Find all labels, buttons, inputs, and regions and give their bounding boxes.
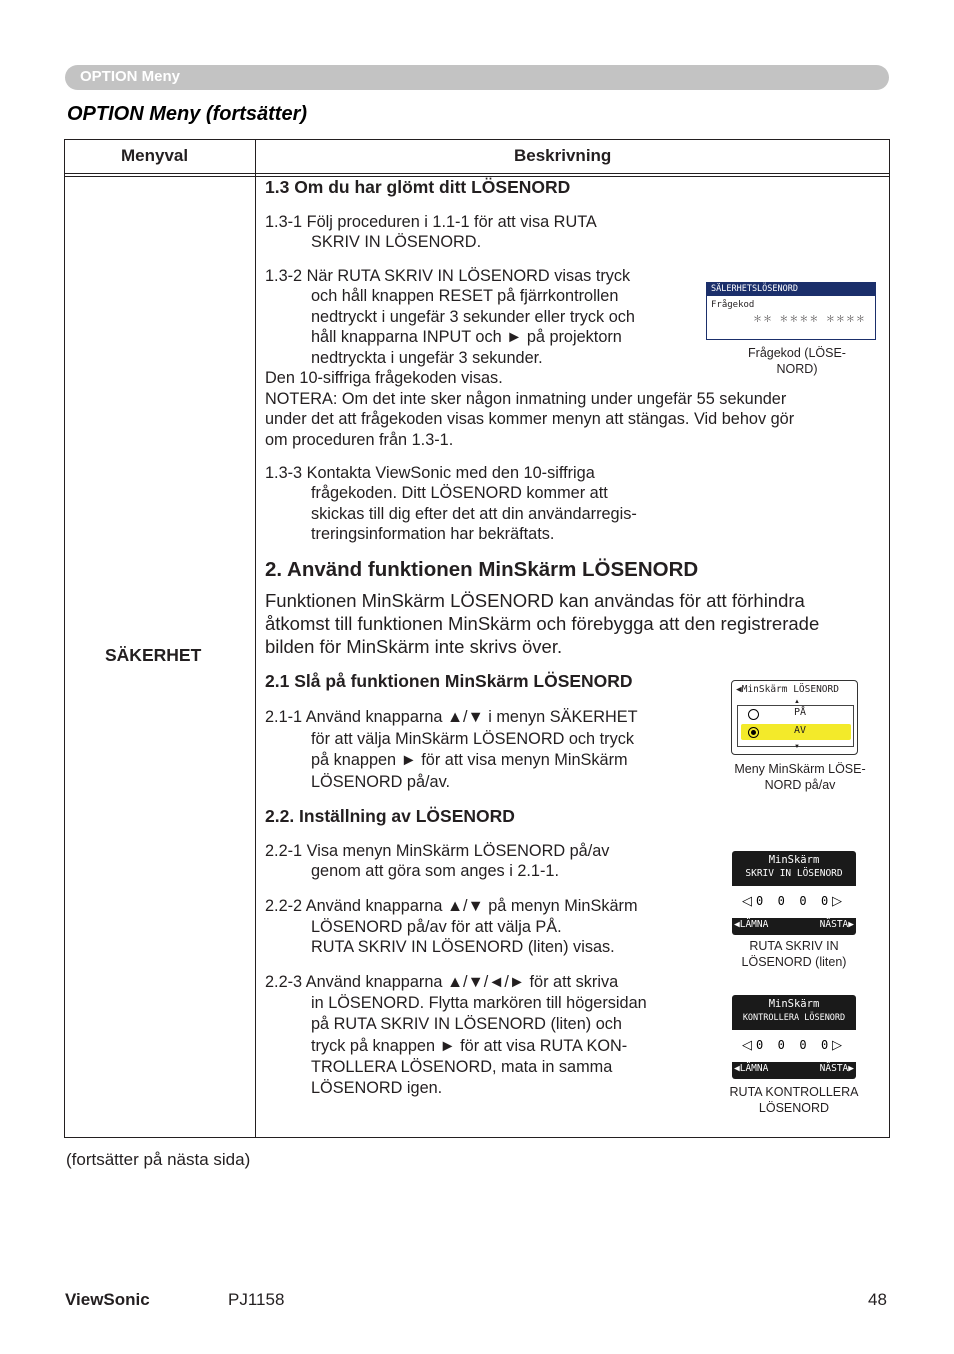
- footer-model: PJ1158: [228, 1290, 285, 1309]
- arrow-left-icon: ◀: [736, 684, 742, 695]
- s13-step2-line4: håll knapparna INPUT och ► på projektorn: [311, 328, 622, 346]
- menu-item-sakerhet: SÄKERHET: [105, 645, 202, 665]
- enter-password-screen: [732, 851, 856, 935]
- confirm-password-caption: [718, 1084, 870, 1116]
- enter-password-back: ◀LÄMNA: [734, 919, 769, 930]
- enter-password-digits: 0 0 0 0: [756, 894, 829, 908]
- arrow-up-icon: ▲: [794, 699, 800, 705]
- query-code-caption-line1: Frågekod (LÖSE-: [748, 346, 846, 360]
- radio-off-icon: [748, 727, 759, 738]
- password-onoff-options: [737, 705, 854, 747]
- s13-step2-line5: nedtryckta i ungefär 3 sekunder.: [311, 349, 543, 367]
- confirm-password-next-label: NÄSTA: [819, 1063, 849, 1074]
- s22-step2-line1: 2.2-2 Använd knapparna ▲/▼ på menyn MinSkärm: [265, 897, 638, 915]
- radio-on-icon: [748, 709, 759, 720]
- s22-step2-line3: RUTA SKRIV IN LÖSENORD (liten) visas.: [311, 938, 615, 956]
- arrow-down-icon: ▼: [794, 744, 800, 750]
- digit-left-arrow-icon: ◁: [742, 1037, 752, 1052]
- option-off: AV: [794, 725, 807, 736]
- s21-step1-line1: 2.1-1 Använd knapparna ▲/▼ i menyn SÄKERHET: [265, 708, 638, 726]
- confirm-password-screen: [732, 995, 856, 1079]
- confirm-password-caption-line1: RUTA KONTROLLERA: [729, 1085, 859, 1099]
- confirm-password-digits-box: [732, 1030, 856, 1062]
- s2-intro-line2: åtkomst till funktionen MinSkärm och förebygga att den registrerade: [265, 613, 820, 634]
- password-onoff-title: [732, 681, 857, 695]
- confirm-password-back: ◀LÄMNA: [734, 1063, 769, 1074]
- s13-step2-line2: och håll knappen RESET på fjärrkontrollen: [311, 287, 619, 305]
- password-onoff-caption-line1: Meny MinSkärm LÖSE-: [734, 762, 866, 776]
- s13-step3-line4: treringsinformation har bekräftats.: [311, 525, 555, 543]
- enter-password-next: NÄSTA▶: [819, 919, 854, 930]
- s22-step3-line1: 2.2-3 Använd knapparna ▲/▼/◄/► för att skriva: [265, 973, 619, 991]
- enter-password-caption-line1: RUTA SKRIV IN: [749, 939, 839, 953]
- header-bar: [65, 65, 889, 90]
- s13-step1-line1: 1.3-1 Följ proceduren i 1.1-1 för att visa RUTA: [265, 213, 597, 231]
- continue-note: (fortsätter på nästa sida): [66, 1150, 251, 1169]
- s22-step3-line3: på RUTA SKRIV IN LÖSENORD (liten) och: [311, 1015, 622, 1033]
- s21-step1-line4: LÖSENORD på/av.: [311, 773, 451, 791]
- query-code-caption-line2: NORD): [776, 362, 818, 376]
- password-onoff-caption-line2: NORD på/av: [764, 778, 836, 792]
- s13-note-line3: om proceduren från 1.3-1.: [265, 431, 454, 449]
- s2-title: 2. Använd funktionen MinSkärm LÖSENORD: [265, 558, 699, 581]
- s22-step3-line2: in LÖSENORD. Flytta markören till högersidan: [311, 994, 647, 1012]
- password-onoff-caption: [724, 761, 876, 793]
- enter-password-title: MinSkärm: [768, 854, 820, 866]
- query-code-screen-title: SÄLERHETSLÖSENORD: [707, 283, 875, 296]
- digit-right-arrow-icon: ▷: [832, 1037, 842, 1052]
- enter-password-caption: [724, 938, 864, 970]
- query-code-screen: [706, 282, 876, 340]
- header-divider-1: [65, 173, 889, 174]
- s13-step3-line1: 1.3-3 Kontakta ViewSonic med den 10-siffriga: [265, 464, 595, 482]
- digit-right-arrow-icon: ▷: [832, 893, 842, 908]
- confirm-password-digits: 0 0 0 0: [756, 1038, 829, 1052]
- s22-step2-line2: LÖSENORD på/av för att välja PÅ.: [311, 918, 562, 936]
- s13-note-line2: under det att frågekoden visas kommer menyn att stängas. Vid behov gör: [265, 410, 795, 428]
- s2-intro-line1: Funktionen MinSkärm LÖSENORD kan användas för att förhindra: [265, 590, 805, 611]
- footer-page-number: 48: [868, 1290, 887, 1309]
- s13-step3-line3: skickas till dig efter det att din användarregis-: [311, 505, 637, 523]
- query-code-label: Frågekod: [711, 300, 755, 310]
- col1-header: Menyval: [121, 146, 189, 165]
- s13-step2-line3: nedtryckt i ungefär 3 sekunder eller tryck och: [311, 308, 635, 326]
- s22-step1-line1: 2.2-1 Visa menyn MinSkärm LÖSENORD på/av: [265, 842, 610, 860]
- s13-title: 1.3 Om du har glömt ditt LÖSENORD: [265, 177, 571, 197]
- column-divider: [255, 140, 256, 1137]
- section-title: OPTION Meny (fortsätter): [67, 103, 308, 125]
- s13-note-line1: NOTERA: Om det inte sker någon inmatning under ungefär 55 sekunder: [265, 390, 787, 408]
- s21-step1-line3: på knappen ► för att visa menyn MinSkärm: [311, 751, 628, 769]
- s22-step1-line2: genom att göra som anges i 2.1-1.: [311, 862, 559, 880]
- confirm-password-back-label: LÄMNA: [739, 1063, 769, 1074]
- password-onoff-title-text: MinSkärm LÖSENORD: [741, 684, 839, 695]
- s22-step3-line6: LÖSENORD igen.: [311, 1079, 443, 1097]
- col2-header: Beskrivning: [514, 146, 612, 165]
- s22-title: 2.2. Inställning av LÖSENORD: [265, 806, 515, 826]
- s13-step2-line1: 1.3-2 När RUTA SKRIV IN LÖSENORD visas tryck: [265, 267, 631, 285]
- header-label: OPTION Meny: [80, 68, 181, 85]
- footer-brand: ViewSonic: [65, 1290, 150, 1309]
- confirm-password-next: NÄSTA▶: [819, 1063, 854, 1074]
- password-onoff-screen: [731, 680, 858, 755]
- enter-password-digits-box: [732, 886, 856, 918]
- enter-password-next-label: NÄSTA: [819, 919, 849, 930]
- s13-digits-line: Den 10-siffriga frågekoden visas.: [265, 369, 503, 387]
- confirm-password-subtitle: KONTROLLERA LÖSENORD: [742, 1013, 846, 1023]
- s21-step1-line2: för att välja MinSkärm LÖSENORD och tryck: [311, 730, 634, 748]
- s22-step3-line4: tryck på knappen ► för att visa RUTA KON-: [311, 1037, 628, 1055]
- enter-password-subtitle: SKRIV IN LÖSENORD: [745, 868, 843, 879]
- option-on: PÅ: [794, 707, 807, 718]
- confirm-password-title: MinSkärm: [768, 998, 820, 1010]
- s2-intro-line3: bilden för MinSkärm inte skrivs över.: [265, 636, 563, 657]
- enter-password-back-label: LÄMNA: [739, 919, 769, 930]
- confirm-password-caption-line2: LÖSENORD: [758, 1101, 830, 1115]
- digit-left-arrow-icon: ◁: [742, 893, 752, 908]
- s22-step3-line5: TROLLERA LÖSENORD, mata in samma: [311, 1058, 613, 1076]
- s21-title: 2.1 Slå på funktionen MinSkärm LÖSENORD: [265, 671, 633, 691]
- enter-password-caption-line2: LÖSENORD (liten): [741, 955, 847, 969]
- query-code-value: ＊＊ ＊＊＊＊ ＊＊＊＊: [753, 315, 866, 325]
- s13-step1-line2: SKRIV IN LÖSENORD.: [311, 233, 482, 251]
- s13-step3-line2: frågekoden. Ditt LÖSENORD kommer att: [311, 484, 608, 502]
- query-code-caption: [730, 345, 864, 377]
